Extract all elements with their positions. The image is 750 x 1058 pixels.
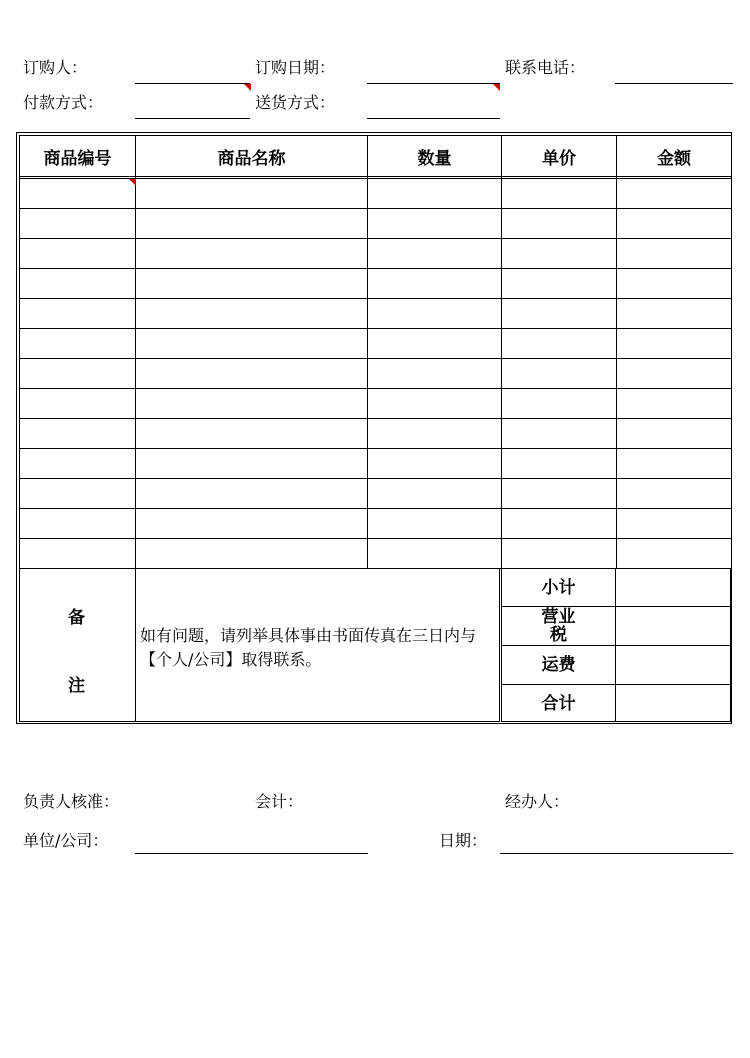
- business-tax-label-cell: [501, 606, 616, 646]
- subtotal-value-cell[interactable]: [615, 568, 731, 607]
- remarks-text-cell[interactable]: [135, 568, 500, 722]
- payment-method-field[interactable]: [135, 118, 250, 119]
- table-cell[interactable]: [136, 389, 368, 419]
- table-row: [20, 419, 732, 449]
- shipping-value-cell[interactable]: [615, 645, 731, 685]
- table-cell[interactable]: [617, 179, 732, 209]
- table-cell[interactable]: [136, 209, 368, 239]
- column-header: 商品编号: [20, 136, 136, 177]
- table-cell[interactable]: [502, 359, 617, 389]
- table-cell[interactable]: [368, 329, 502, 359]
- payment-method-label: 付款方式：: [23, 93, 104, 112]
- table-cell[interactable]: [502, 419, 617, 449]
- table-row: [20, 239, 732, 269]
- table-row: [20, 359, 732, 389]
- table-cell[interactable]: [136, 269, 368, 299]
- table-cell[interactable]: [617, 509, 732, 539]
- table-cell[interactable]: [368, 179, 502, 209]
- remarks-label-top: 备: [68, 608, 85, 628]
- business-tax-value-cell[interactable]: [615, 606, 731, 646]
- table-cell[interactable]: [368, 239, 502, 269]
- table-cell[interactable]: [20, 419, 136, 449]
- remarks-section: [19, 568, 731, 722]
- table-cell[interactable]: [20, 389, 136, 419]
- total-value-cell[interactable]: [615, 684, 731, 722]
- order-table: [19, 135, 732, 569]
- comment-marker-icon: [493, 84, 500, 91]
- remarks-label-cell: [19, 568, 136, 722]
- table-cell[interactable]: [617, 419, 732, 449]
- table-cell[interactable]: [502, 269, 617, 299]
- table-cell[interactable]: [20, 329, 136, 359]
- table-cell[interactable]: [617, 479, 732, 509]
- table-cell[interactable]: [136, 239, 368, 269]
- table-cell[interactable]: [502, 329, 617, 359]
- accountant-label: 会计：: [255, 792, 304, 811]
- table-cell[interactable]: [136, 179, 368, 209]
- table-cell[interactable]: [617, 359, 732, 389]
- table-cell[interactable]: [368, 359, 502, 389]
- table-cell[interactable]: [617, 209, 732, 239]
- table-row: [20, 449, 732, 479]
- table-cell[interactable]: [136, 509, 368, 539]
- table-cell[interactable]: [20, 299, 136, 329]
- table-cell[interactable]: [368, 389, 502, 419]
- table-cell[interactable]: [617, 269, 732, 299]
- table-cell[interactable]: [617, 389, 732, 419]
- table-header-row: [20, 136, 732, 177]
- remarks-label-bottom: 注: [68, 676, 85, 696]
- table-cell[interactable]: [20, 539, 136, 569]
- delivery-method-field[interactable]: [367, 118, 500, 119]
- orderer-label: 订购人：: [23, 58, 88, 77]
- table-cell[interactable]: [20, 179, 136, 209]
- table-cell[interactable]: [617, 299, 732, 329]
- date-label: 日期：: [439, 831, 488, 850]
- table-cell[interactable]: [502, 449, 617, 479]
- table-cell[interactable]: [368, 209, 502, 239]
- table-cell[interactable]: [368, 449, 502, 479]
- table-cell[interactable]: [136, 299, 368, 329]
- table-cell[interactable]: [617, 449, 732, 479]
- company-label: 单位/公司：: [23, 831, 109, 850]
- approver-label: 负责人核准：: [23, 792, 120, 811]
- shipping-label-cell: [501, 645, 616, 685]
- shipping-label: 运费: [541, 655, 576, 675]
- table-cell[interactable]: [502, 509, 617, 539]
- table-row: [20, 389, 732, 419]
- table-cell[interactable]: [502, 179, 617, 209]
- table-cell[interactable]: [136, 329, 368, 359]
- table-cell[interactable]: [617, 329, 732, 359]
- table-cell[interactable]: [617, 239, 732, 269]
- table-cell[interactable]: [368, 539, 502, 569]
- table-row: [20, 539, 732, 569]
- table-cell[interactable]: [368, 299, 502, 329]
- total-label: 合计: [541, 694, 576, 714]
- date-field[interactable]: [500, 853, 733, 854]
- table-cell[interactable]: [502, 539, 617, 569]
- phone-field[interactable]: [615, 83, 733, 84]
- table-cell[interactable]: [20, 359, 136, 389]
- table-cell[interactable]: [20, 509, 136, 539]
- subtotal-label-cell: [501, 568, 616, 607]
- table-cell[interactable]: [502, 479, 617, 509]
- table-cell[interactable]: [136, 449, 368, 479]
- table-cell[interactable]: [20, 449, 136, 479]
- order-date-field[interactable]: [367, 83, 500, 84]
- item-rows: [20, 179, 732, 569]
- handler-label: 经办人：: [505, 792, 570, 811]
- table-cell[interactable]: [20, 209, 136, 239]
- table-cell[interactable]: [368, 509, 502, 539]
- comment-marker-icon: [129, 179, 136, 186]
- table-cell[interactable]: [368, 419, 502, 449]
- table-cell[interactable]: [20, 239, 136, 269]
- table-cell[interactable]: [617, 539, 732, 569]
- table-cell[interactable]: [136, 539, 368, 569]
- column-header: 商品名称: [136, 136, 368, 177]
- table-cell[interactable]: [502, 299, 617, 329]
- company-field[interactable]: [135, 853, 368, 854]
- table-cell[interactable]: [136, 419, 368, 449]
- table-cell[interactable]: [502, 239, 617, 269]
- table-cell[interactable]: [502, 389, 617, 419]
- table-cell[interactable]: [136, 359, 368, 389]
- phone-label: 联系电话：: [505, 58, 586, 77]
- business-tax-label-line1: 营业: [541, 607, 576, 627]
- total-label-cell: [501, 684, 616, 722]
- orderer-field[interactable]: [135, 83, 250, 84]
- table-cell[interactable]: [368, 269, 502, 299]
- order-date-label: 订购日期：: [255, 58, 336, 77]
- column-header: 金额: [617, 136, 732, 177]
- table-cell[interactable]: [20, 269, 136, 299]
- remarks-text: 如有问题，请列举具体事由书面传真在三日内与【个人/公司】取得联系。: [140, 626, 477, 669]
- business-tax-label-line2: 税: [550, 625, 567, 645]
- table-row: [20, 479, 732, 509]
- table-cell[interactable]: [20, 479, 136, 509]
- table-row: [20, 329, 732, 359]
- column-header: 数量: [368, 136, 502, 177]
- delivery-method-label: 送货方式：: [255, 93, 336, 112]
- subtotal-label: 小计: [541, 578, 576, 598]
- table-cell[interactable]: [368, 479, 502, 509]
- table-row: [20, 179, 732, 209]
- column-header: 单价: [502, 136, 617, 177]
- comment-marker-icon: [244, 84, 251, 91]
- table-row: [20, 509, 732, 539]
- table-cell[interactable]: [136, 479, 368, 509]
- table-row: [20, 269, 732, 299]
- table-row: [20, 209, 732, 239]
- table-row: [20, 299, 732, 329]
- table-cell[interactable]: [502, 209, 617, 239]
